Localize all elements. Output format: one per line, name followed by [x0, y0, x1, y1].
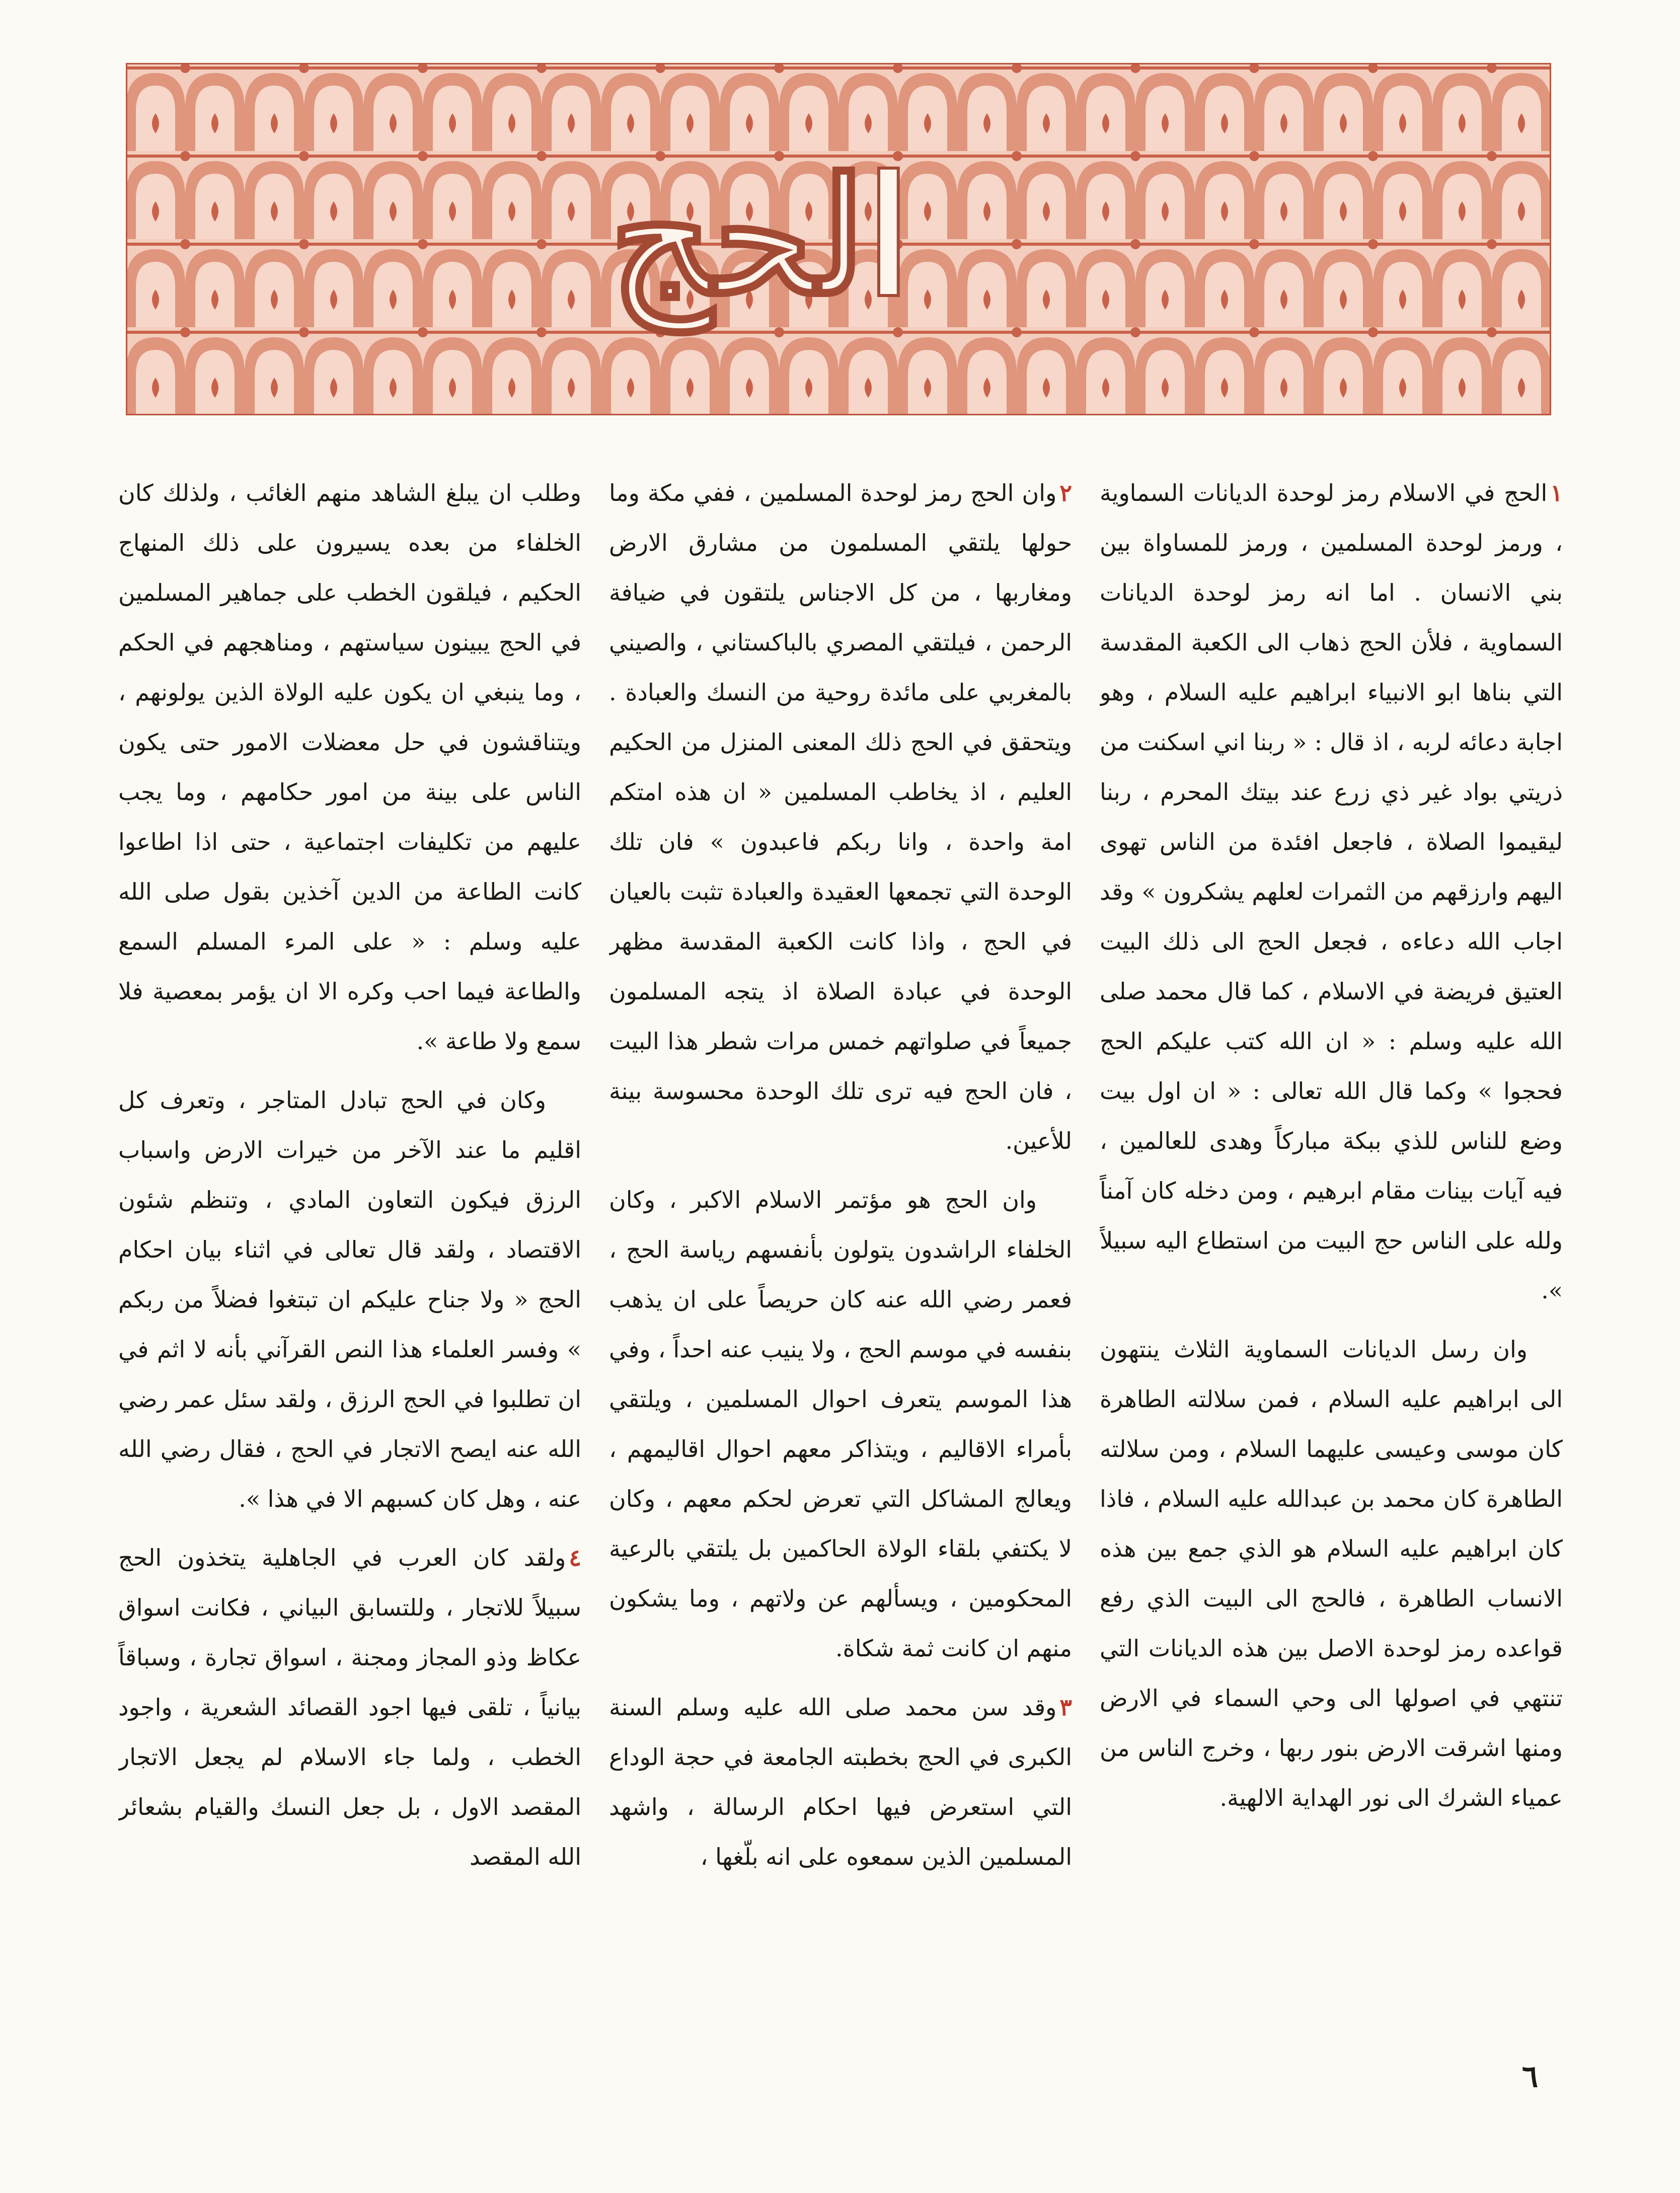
article-column-right: [1100, 468, 1563, 2009]
page-number: ٦: [1521, 2059, 1539, 2094]
paragraph-text: وان الحج هو مؤتمر الاسلام الاكبر ، وكان الخلفاء الراشدون يتولون بأنفسهم رياسة الحج ، فعمر رضي الله عنه كان حريصاً على ان يذهب بنفسه في موسم الحج ، ولا ينيب عنه احداً ، وفي هذا الموسم يتعرف احوال المسلمين ، ويلتقي بأمراء الاقاليم ، ويتذاكر معهم احوال اقاليمهم ، ويعالج المشاكل التي تعرض لحكم معهم ، وكان لا يكتفي بلقاء الولاة الحاكمين بل يلتقي بالرعية المحكومين ، ويسألهم عن ولاتهم ، وما يشكون منهم ان كانت ثمة شكاة.: [609, 1186, 1072, 1662]
paragraph-text: وقد سن محمد صلى الله عليه وسلم السنة الكبرى في الحج بخطبته الجامعة في حجة الوداع التي استعرض فيها احكام الرسالة ، واشهد المسلمين الذين سمعوه على انه بلّغها ،: [609, 1694, 1072, 1870]
article-column-middle: [609, 468, 1072, 2009]
paragraph: [118, 1075, 581, 1524]
paragraph-text: وطلب ان يبلغ الشاهد منهم الغائب ، ولذلك كان الخلفاء من بعده يسيرون على ذلك المنهاج الحكيم ، فيلقون الخطب على جماهير المسلمين في الحج يبينون سياستهم ، ومناهجهم في الحكم ، وما ينبغي ان يكون عليه الولاة الذين يولونهم ، ويتناقشون في حل معضلات الامور حتى يكون الناس على بينة من امور حكامهم ، وما يجب عليهم من تكليفات اجتماعية ، حتى اذا اطاعوا كانت الطاعة من الدين آخذين بقول صلى الله عليه وسلم : « على المرء المسلم السمع والطاعة فيما احب وكره الا ان يؤمر بمعصية فلا سمع ولا طاعة ».: [118, 479, 581, 1055]
paragraph-text: وان رسل الديانات السماوية الثلاث ينتهون الى ابراهيم عليه السلام ، فمن سلالته الطاهرة كان موسى وعيسى عليهما السلام ، ومن سلالته الطاهرة كان محمد بن عبدالله عليه السلام ، فاذا كان ابراهيم عليه السلام هو الذي جمع بين هذه الانساب الطاهرة ، فالحج الى البيت الذي رفع قواعده رمز لوحدة الاصل بين هذه الديانات التي تنتهي في اصولها الى وحي السماء في الارض ومنها اشرقت الارض بنور ربها ، وخرج الناس من عمياء الشرك الى نور الهداية الالهية.: [1100, 1336, 1563, 1811]
section-number: ٢: [1059, 479, 1072, 506]
paragraph: [609, 1175, 1072, 1673]
paragraph-text: وان الحج رمز لوحدة المسلمين ، ففي مكة وما حولها يلتقي المسلمون من مشارق الارض ومغاربها ، من كل الاجناس يلتقون في ضيافة الرحمن ، فيلتقي المصري بالباكستاني ، والصيني بالمغربي على مائدة روحية من النسك والعبادة . ويتحقق في الحج ذلك المعنى المنزل من الحكيم العليم ، اذ يخاطب المسلمين « ان هذه امتكم امة واحدة ، وانا ربكم فاعبدون » فان تلك الوحدة التي تجمعها العقيدة والعبادة تثبت بالعيان في الحج ، واذا كانت الكعبة المقدسة مظهر الوحدة في عبادة الصلاة اذ يتجه المسلمون جميعاً في صلواتهم خمس مرات شطر هذا البيت ، فان الحج فيه ترى تلك الوحدة محسوسة بينة للأعين.: [609, 479, 1072, 1154]
article-column-left: [118, 468, 581, 2009]
paragraph: [118, 468, 581, 1066]
paragraph: [1100, 468, 1563, 1315]
paragraph-text: الحج في الاسلام رمز لوحدة الديانات السماوية ، ورمز لوحدة المسلمين ، ورمز للمساواة بين بني الانسان . اما انه رمز لوحدة الديانات السماوية ، فلأن الحج ذهاب الى الكعبة المقدسة التي بناها ابو الانبياء ابراهيم عليه السلام ، وهو اجابة دعائه لربه ، اذ قال : « ربنا اني اسكنت من ذريتي بواد غير ذي زرع عند بيتك المحرم ، ربنا ليقيموا الصلاة ، فاجعل افئدة من الناس تهوى اليهم وارزقهم من الثمرات لعلهم يشكرون » وقد اجاب الله دعاءه ، فجعل الحج الى ذلك البيت العتيق فريضة في الاسلام ، كما قال محمد صلى الله عليه وسلم : « ان الله كتب عليكم الحج فحجوا » وكما قال الله تعالى : « ان اول بيت وضع للناس للذي ببكة مباركاً وهدى للعالمين ، فيه آيات بينات مقام ابرهيم ، ومن دخله كان آمناً ولله على الناس حج البيت من استطاع اليه سبيلاً ».: [1100, 479, 1563, 1304]
page-title: الحج: [609, 142, 911, 331]
paragraph: [118, 1533, 581, 1882]
paragraph: [609, 468, 1072, 1166]
section-number: ٤: [569, 1544, 581, 1571]
paragraph: [1100, 1325, 1563, 1823]
section-number: ٣: [1059, 1694, 1072, 1721]
paragraph-text: ولقد كان العرب في الجاهلية يتخذون الحج سبيلاً للاتجار ، وللتسابق البياني ، فكانت اسواق عكاظ وذو المجاز ومجنة ، اسواق تجارة ، وسباقاً بيانياً ، تلقى فيها اجود القصائد الشعرية ، واجود الخطب ، ولما جاء الاسلام لم يجعل الاتجار المقصد الاول ، بل جعل النسك والقيام بشعائر الله المقصد: [118, 1544, 581, 1870]
paragraph-text: وكان في الحج تبادل المتاجر ، وتعرف كل اقليم ما عند الآخر من خيرات الارض واسباب الرزق فيكون التعاون المادي ، وتنظم شئون الاقتصاد ، ولقد قال تعالى في اثناء بيان احكام الحج « ولا جناح عليكم ان تبتغوا فضلاً من ربكم » وفسر العلماء هذا النص القرآني بأنه لا اثم في ان تطلبوا في الحج الرزق ، ولقد سئل عمر رضي الله عنه ايصح الاتجار في الحج ، فقال رضي الله عنه ، وهل كان كسبهم الا في هذا ».: [118, 1086, 581, 1512]
section-number: ١: [1550, 479, 1563, 506]
paragraph: [609, 1683, 1072, 1882]
